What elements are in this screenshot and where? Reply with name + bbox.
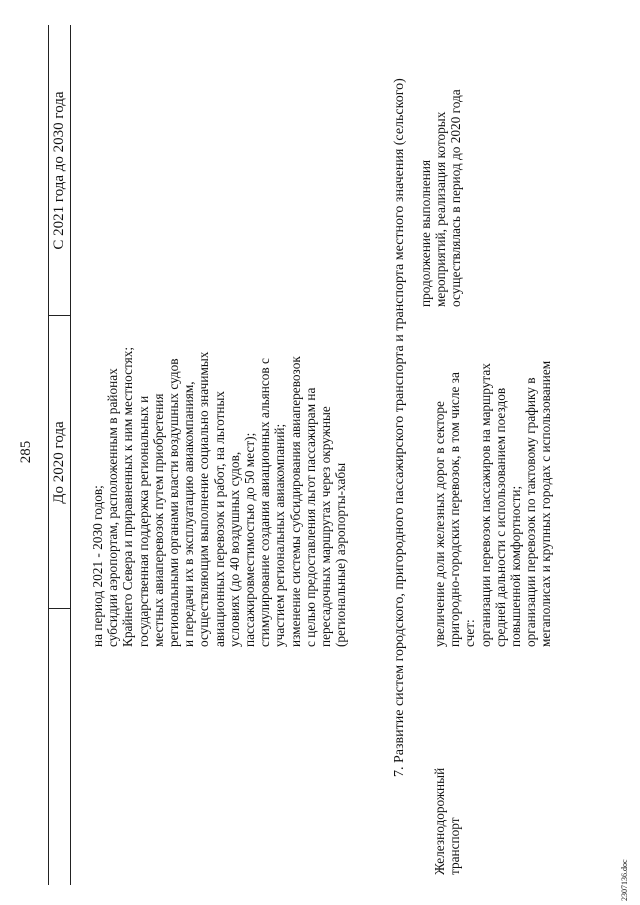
table-header-top-rule [48,25,49,885]
text-line: счет: [462,619,478,647]
text-line: участием региональных авиакомпаний; [272,423,288,647]
text-line: увеличение доли железных дорог в секторе [432,401,447,647]
document-code: 2307136.doc [620,859,629,901]
text-line: субсидии аэропортам, расположенным в районах [105,368,121,647]
text-line: пересадочных маршрутах через окружные [318,406,334,647]
text-line: мегаполисах и крупных городах с использованием [538,360,554,647]
block1-col2 [90,317,348,647]
section-title: 7. Развитие систем городского, пригородного пассажирского транспорта и транспорта местного значения (сельского) [392,78,407,777]
text-line: осуществлялась в период до 2020 года [448,89,464,307]
text-line: Железнодорожный [432,767,447,875]
text-line: организации перевозок пассажиров на маршрутах [477,363,493,647]
text-line: Крайнего Севера и приравненных к ним местностях; [120,346,136,647]
table-header-bottom-rule [70,25,71,885]
block2-col2 [432,317,554,647]
text-line: осуществляющим выполнение социально значимых [196,351,212,647]
text-line: продолжение выполнения [418,159,433,307]
header-col-2021-2030: С 2021 года до 2030 года [51,91,67,250]
text-line: с целью предоставления льгот пассажирам на [302,387,318,647]
text-line: местных авиаперевозок путем приобретения [150,393,166,647]
text-line: транспорт [447,817,463,875]
text-line: стимулирование создания авиационных альянсов с [257,358,273,647]
text-line: авиационных перевозок и работ, на льготных [211,390,227,647]
text-line: условиях (до 40 воздушных судов, [226,451,242,647]
text-line: повышенной комфортности; [508,485,524,647]
text-line: региональными органами власти воздушных судов [166,358,182,647]
text-line: средней дальности с использованием поездов [492,387,508,647]
header-col-before-2020: До 2020 года [51,421,67,504]
text-line: и передачи их в эксплуатацию авиакомпаниям, [181,381,197,647]
text-line: пригородно-городских перевозок, в том числе за [447,372,463,647]
text-line: мероприятий, реализация которых [433,111,449,307]
text-line: пассажировместимостью до 50 мест); [242,432,258,647]
text-line: на период 2021 - 2030 годов; [90,485,105,647]
text-line: государственная поддержка региональных и [135,395,151,647]
text-line: (региональные) аэропорты-хабы [333,462,349,647]
block2-col3 [418,25,464,307]
page-number: 285 [18,440,34,464]
text-line: изменение системы субсидирования авиаперевозок [287,356,303,647]
block2-col1 [432,675,462,875]
text-line: организации перевозок по тактовому графику в [523,377,539,647]
